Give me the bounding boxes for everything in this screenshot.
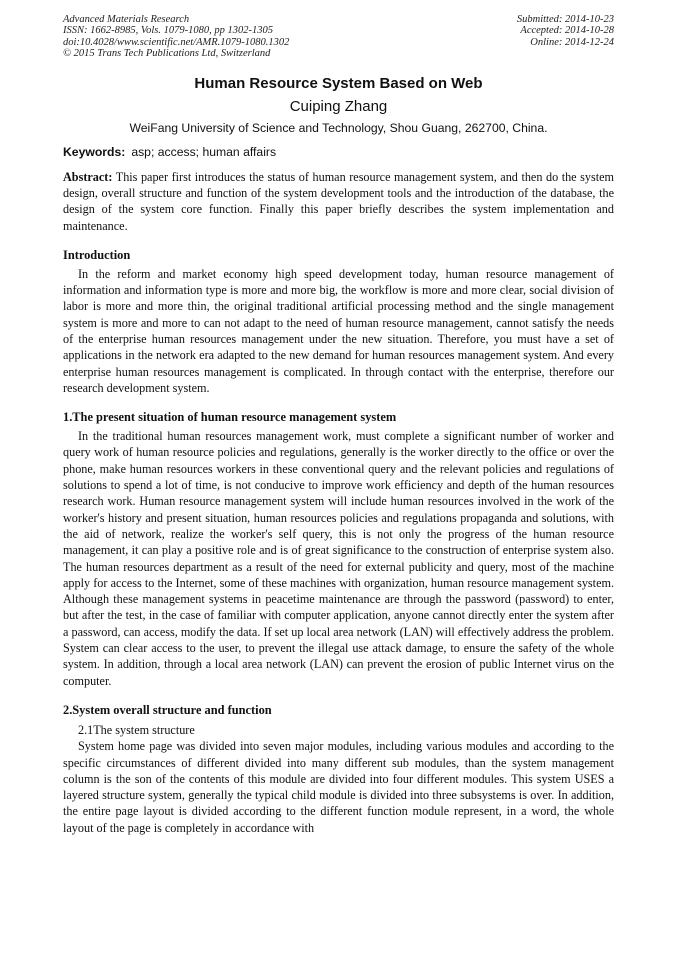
journal-info: [63, 14, 289, 60]
section1-text: In the traditional human resources management work, must complete a significant number of worker and query work of human resource policies and regulations, generally is the worker directly to the office or over the phone, make human resources workers in these conventional query and the relevant policies and regulations of solutions to spend a lot of time, is not conducive to improve work efficiency and depth of the human resources research work. Human resource management system will include human resources involved in the work of the worker's history and present situation, human resources policies and regulations propaganda and solutions, with the aid of network, realize the worker's self query, this is not only the progress of the human resource management, it can play a positive role and is of great significance to the construction of enterprise system also. The human resources department as a result of the need for external publicity and query, most of the machine apply for access to the Internet, some of these machines with organization, human resource management system. Although these management systems in peacetime maintenance are through the password (password) to enter, but after the test, in the case of familiar with computer application, anyone cannot directly enter the system after a password, can access, modify the data. If set up local area network (LAN) will effectively address the problem. System can clear access to the user, to prevent the illegal use attack damage, to ensure the safety of the whole system. In addition, through a local area network (LAN) can prevent the erosion of public Internet virus on the computer.: [63, 429, 614, 688]
author-name: Cuiping Zhang: [289, 97, 388, 115]
abstract: [63, 169, 614, 234]
journal-name: Advanced Materials Research: [63, 14, 190, 25]
abstract-label: Abstract:: [63, 169, 113, 184]
section1-heading: 1.The present situation of human resource management system: [63, 410, 397, 425]
section2-heading: 2.System overall structure and function: [63, 702, 272, 717]
introduction-text: In the reform and market economy high speed development today, human resource management of information and information type is more and more big, the workflow is more and more clear, social division of labor is more and more thin, the original traditional artificial processing method and the single management system is more and more to can not adapt to the need of human resource management, cannot satisfy the needs of the enterprise human resources management under the new situation. Therefore, you must have a set of applications in the network era adapted to the new demand for human resources management system. And every enterprise human resources management is complicated. In through contact with the enterprise, therefore our research development system.: [63, 266, 614, 395]
issn-line: ISSN: 1662-8985, Vols. 1079-1080, pp 1302-1305: [63, 25, 273, 37]
journal-header: [63, 14, 614, 60]
submitted-date: Submitted: 2014-10-23: [516, 14, 614, 25]
section2-text: System home page was divided into seven major modules, including various modules and according to the specific circumstances of different divided into many different sub modules, than the system management column is the son of the contents of this module are divided into four different modules. This system USES a layered structure system, generally the typical child module is divided into three subsystems is over. In addition, the entire page layout is divided according to the different function module represent, in a word, the whole layout of the page is completely in accordance with: [63, 739, 614, 835]
paper-title: Human Resource System Based on Web: [194, 74, 483, 92]
keywords: [63, 145, 614, 159]
accepted-date: Accepted: 2014-10-28: [520, 25, 614, 37]
copyright-line: © 2015 Trans Tech Publications Ltd, Switzerland: [63, 48, 271, 60]
dates-info: [517, 14, 614, 60]
affiliation: WeiFang University of Science and Technology, Shou Guang, 262700, China.: [129, 120, 548, 135]
keywords-label: Keywords:: [63, 144, 126, 159]
keywords-text: asp; access; human affairs: [131, 144, 277, 159]
abstract-text: This paper first introduces the status of human resource management system, and then do the system design, overall structure and function of the system development tools and the introduction of the database, the design of the system core function. Finally this paper briefly describes the system implementation and maintenance.: [63, 169, 614, 233]
section2-subheading: 2.1The system structure: [78, 722, 195, 737]
doi-line: doi:10.4028/www.scientific.net/AMR.1079-1080.1302: [63, 36, 290, 48]
paper-page: [63, 14, 614, 836]
introduction-heading: Introduction: [63, 247, 131, 262]
online-date: Online: 2014-12-24: [530, 36, 614, 48]
